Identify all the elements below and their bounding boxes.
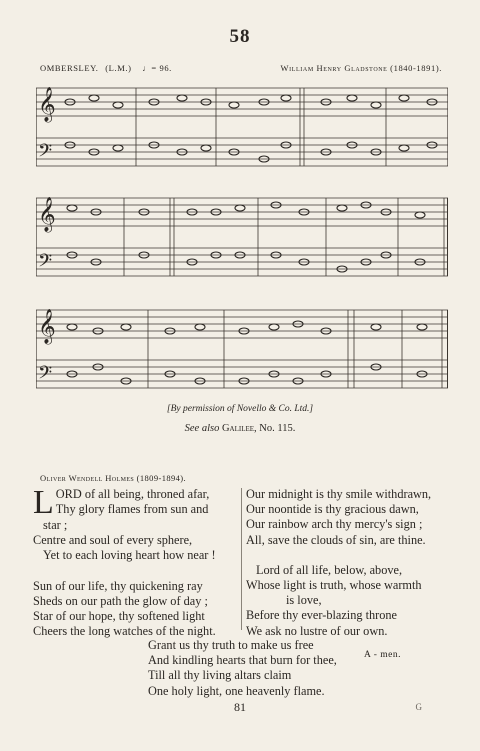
verse-line: is love, [286, 593, 322, 608]
tune-meter: (L.M.) [105, 63, 132, 73]
verse-line: Centre and soul of every sphere, [33, 533, 193, 548]
staff-system [36, 302, 448, 397]
see-also-tune: Galilee, [221, 423, 257, 434]
amen-lyric: A - men. [364, 650, 401, 660]
left-column [33, 484, 239, 654]
verse-line: Sun of our life, thy quickening ray [33, 578, 203, 593]
see-also [0, 423, 480, 434]
staff-system [36, 190, 448, 285]
signature-mark: G [415, 702, 422, 712]
verse-line: Our noontide is thy gracious dawn, [246, 502, 419, 517]
verse-line: Whose light is truth, whose warmth [246, 578, 422, 593]
verse-line: Star of our hope, thy softened light [33, 609, 205, 624]
verse-line: star ; [43, 518, 68, 532]
verse-line: Our rainbow arch thy mercy's sign ; [246, 517, 423, 532]
svg-text:𝄢: 𝄢 [38, 250, 53, 275]
verse-line: Our midnight is thy smile withdrawn, [246, 487, 432, 501]
page-number: 58 [229, 26, 251, 47]
verse-line: Before thy ever-blazing throne [246, 608, 398, 623]
verse-line: Grant us thy truth to make us free [148, 638, 314, 652]
staff-system [36, 80, 448, 175]
column-divider [241, 488, 242, 630]
permission-credit: [By permission of Novello & Co. Ltd.] [166, 404, 314, 414]
music-system-1 [36, 80, 448, 175]
music-system-2 [36, 190, 448, 285]
verse-line: We ask no lustre of our own. [246, 623, 388, 638]
svg-text:𝄞: 𝄞 [38, 198, 56, 231]
hymn-author: Oliver Wendell Holmes (1809-1894). [40, 473, 187, 483]
verse-line: Yet to each loving heart how near ! [43, 548, 216, 563]
note-heads [67, 321, 427, 384]
verse-line: ORD of all being, throned afar, [55, 487, 210, 501]
stanza-4 [246, 563, 456, 639]
stanza-3 [246, 487, 456, 548]
verse-line: All, save the clouds of sin, are thine. [246, 532, 426, 547]
final-stanza [148, 638, 337, 699]
verse-line: Cheers the long watches of the night. [33, 624, 216, 639]
verse-line: Till all thy living altars claim [148, 668, 292, 683]
tempo-mark: ♩= 96. [142, 63, 172, 73]
svg-text:𝄢: 𝄢 [38, 140, 53, 165]
stanza-1 [33, 484, 239, 564]
svg-text:𝄞: 𝄞 [38, 88, 56, 121]
right-column [246, 487, 456, 654]
see-also-number: No. 115. [259, 423, 296, 434]
stanza-2 [33, 579, 239, 640]
verse-line: And kindling hearts that burn for thee, [148, 653, 337, 668]
see-also-prefix: See also [184, 423, 220, 434]
tune-name: OMBERSLEY. [40, 63, 99, 73]
verse-line: Lord of all life, below, above, [256, 562, 403, 577]
drop-cap: L [33, 484, 54, 521]
composer: William Henry Gladstone (1840-1891). [280, 63, 442, 73]
tune-heading [40, 63, 172, 73]
note-heads [67, 202, 425, 272]
verse-line: Sheds on our path the glow of day ; [33, 593, 208, 608]
verse-line: One holy light, one heavenly flame. [148, 683, 325, 698]
verse-line: Thy glory flames from sun and [55, 502, 209, 517]
svg-text:𝄢: 𝄢 [38, 362, 53, 387]
footer-number: 81 [234, 700, 246, 714]
svg-text:𝄞: 𝄞 [38, 310, 56, 343]
